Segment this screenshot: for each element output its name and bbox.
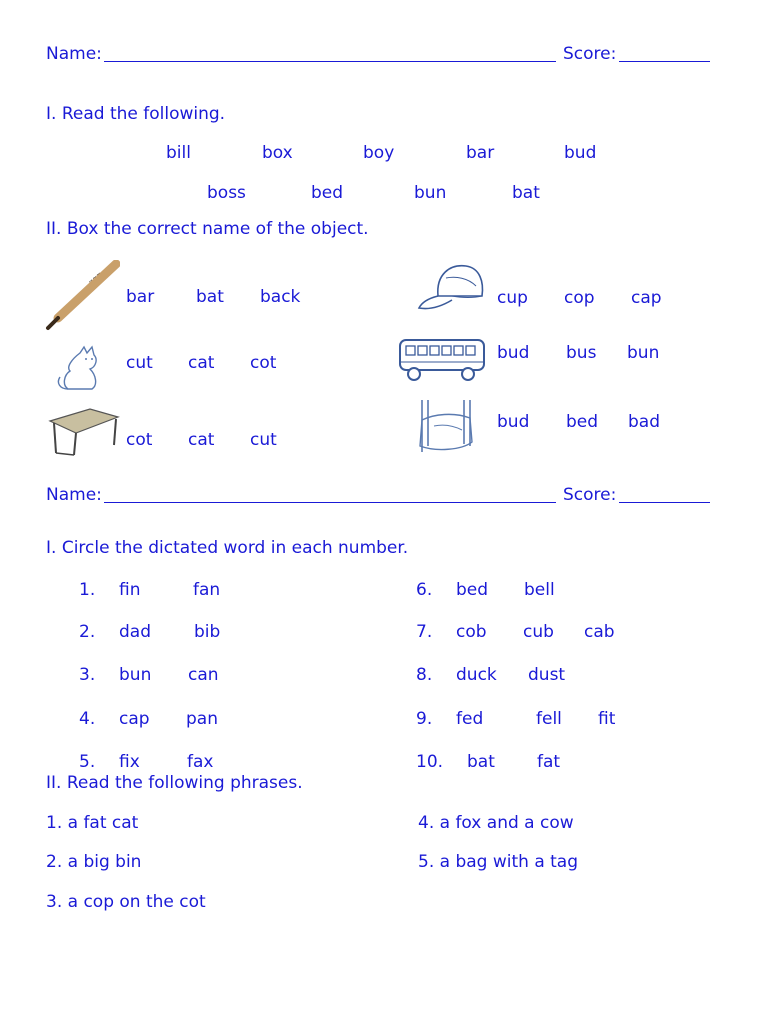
cot-icon — [46, 405, 122, 459]
score-label: Score: — [563, 44, 617, 64]
choice[interactable]: bar — [126, 287, 155, 307]
score-blank[interactable] — [619, 61, 710, 62]
word: boss — [207, 183, 246, 203]
choice[interactable]: back — [260, 287, 301, 307]
word[interactable]: fin — [119, 580, 141, 600]
choice[interactable]: bed — [566, 412, 599, 432]
svg-text:~~~: ~~~ — [86, 270, 103, 286]
choice[interactable]: cap — [631, 288, 662, 308]
word[interactable]: fed — [456, 709, 484, 729]
name-blank[interactable] — [104, 502, 556, 503]
choice[interactable]: bad — [628, 412, 660, 432]
item-number: 6. — [416, 580, 433, 600]
word[interactable]: can — [188, 665, 219, 685]
item-number: 1. — [79, 580, 96, 600]
word[interactable]: dad — [119, 622, 151, 642]
word[interactable]: duck — [456, 665, 497, 685]
score-blank[interactable] — [619, 502, 710, 503]
name-blank[interactable] — [104, 61, 556, 62]
item-number: 8. — [416, 665, 433, 685]
choice[interactable]: bud — [497, 412, 530, 432]
name-label: Name: — [46, 485, 102, 505]
word[interactable]: fan — [193, 580, 221, 600]
score-label: Score: — [563, 485, 617, 505]
section-title: I. Circle the dictated word in each number. — [46, 538, 409, 558]
item-number: 7. — [416, 622, 433, 642]
word: boy — [363, 143, 395, 163]
choice[interactable]: bud — [497, 343, 530, 363]
word[interactable]: cub — [523, 622, 554, 642]
section-title: I. Read the following. — [46, 104, 226, 124]
choice[interactable]: cup — [497, 288, 528, 308]
word: bat — [512, 183, 540, 203]
choice[interactable]: cot — [126, 430, 153, 450]
word[interactable]: cob — [456, 622, 487, 642]
word[interactable]: cab — [584, 622, 615, 642]
item-number: 2. — [79, 622, 96, 642]
baseball-bat-icon — [44, 260, 120, 332]
choice[interactable]: cut — [250, 430, 277, 450]
word: bill — [166, 143, 191, 163]
word[interactable]: fix — [119, 752, 140, 772]
bus-icon — [396, 336, 488, 384]
word: box — [262, 143, 293, 163]
choice[interactable]: cot — [250, 353, 277, 373]
word[interactable]: fax — [187, 752, 214, 772]
word[interactable]: bell — [524, 580, 555, 600]
word: bud — [564, 143, 597, 163]
choice[interactable]: bus — [566, 343, 597, 363]
word[interactable]: fit — [598, 709, 616, 729]
name-label: Name: — [46, 44, 102, 64]
choice[interactable]: bun — [627, 343, 660, 363]
cat-icon — [54, 345, 104, 393]
bed-icon — [414, 396, 478, 456]
phrase: 5. a bag with a tag — [418, 852, 579, 872]
word[interactable]: bat — [467, 752, 495, 772]
item-number: 4. — [79, 709, 96, 729]
word[interactable]: cap — [119, 709, 150, 729]
choice[interactable]: cut — [126, 353, 153, 373]
phrase: 2. a big bin — [46, 852, 142, 872]
phrase: 3. a cop on the cot — [46, 892, 206, 912]
word[interactable]: dust — [528, 665, 566, 685]
phrase: 1. a fat cat — [46, 813, 139, 833]
word[interactable]: bun — [119, 665, 152, 685]
choice[interactable]: bat — [196, 287, 224, 307]
word[interactable]: fat — [537, 752, 561, 772]
item-number: 5. — [79, 752, 96, 772]
choice[interactable]: cop — [564, 288, 595, 308]
word: bun — [414, 183, 447, 203]
choice[interactable]: cat — [188, 430, 215, 450]
word[interactable]: bib — [194, 622, 221, 642]
word[interactable]: pan — [186, 709, 218, 729]
word[interactable]: fell — [536, 709, 562, 729]
item-number: 9. — [416, 709, 433, 729]
item-number: 10. — [416, 752, 444, 772]
section-title: II. Read the following phrases. — [46, 773, 303, 793]
cap-icon — [416, 260, 486, 316]
word: bar — [466, 143, 495, 163]
section-title: II. Box the correct name of the object. — [46, 219, 369, 239]
phrase: 4. a fox and a cow — [418, 813, 574, 833]
word[interactable]: bed — [456, 580, 489, 600]
word: bed — [311, 183, 344, 203]
item-number: 3. — [79, 665, 96, 685]
choice[interactable]: cat — [188, 353, 215, 373]
